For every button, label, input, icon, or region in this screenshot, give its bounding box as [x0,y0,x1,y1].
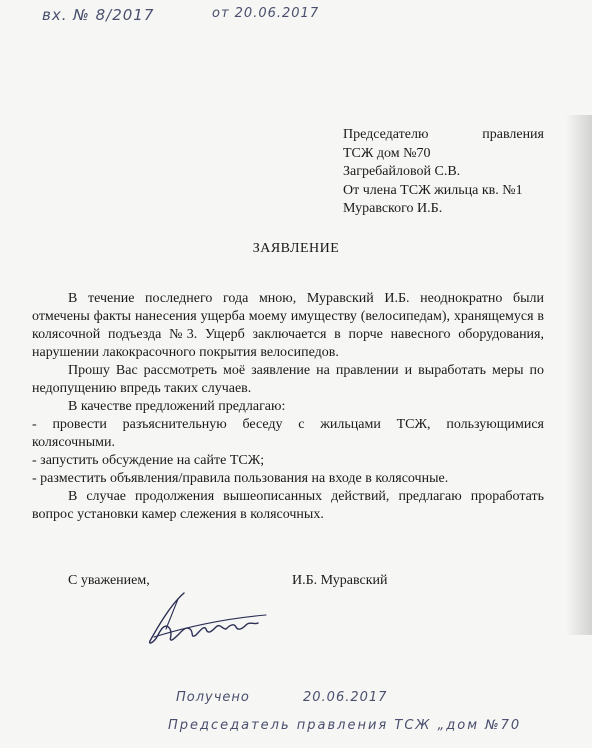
proposal-item-1: - провести разъяснительную беседу с жильцами ТСЖ, пользующимися колясочными. [32,417,544,450]
paragraph-1: В течение последнего года мною, Муравский И.Б. неоднократно были отмечены факты нанесения ущерба моему имуществу (велосипедам), хранящемуся в колясочной подъезда №3. Ущерб заключается в порче навесного оборудования, нарушении лакокрасочного покрытия велосипедов. [32,291,544,360]
document-title: ЗАЯВЛЕНИЕ [252,241,340,256]
document-body [32,290,544,524]
addressee-line4: От члена ТСЖ жильца кв. №1 [343,182,523,198]
paragraph-3: В качестве предложений предлагаю: [68,399,286,414]
closing-regards: С уважением, [68,573,150,588]
addressee-line1-b: правления [482,127,544,142]
addressee-line5: Муравского И.Б. [343,201,443,216]
addressee-line2: ТСЖ дом №70 [343,145,431,161]
registration-date: от 20.06.2017 [212,6,320,21]
handwritten-signature [140,585,280,650]
proposal-item-2: - запустить обсуждение на сайте ТСЖ; [32,453,265,468]
receipt-signature-line: Председатель правления ТСЖ „дом №70 [168,718,522,733]
addressee-block [343,126,544,219]
proposal-item-3: - разместить объявления/правила пользования на входе в колясочные. [32,471,449,486]
registration-number: вх. № 8/2017 [42,6,155,24]
paragraph-2: Прошу Вас рассмотреть моё заявление на правлении и выработать меры по недопущению впредь таких случаев. [32,363,544,396]
addressee-line1-a: Председателю [343,127,429,142]
closing-name: И.Б. Муравский [292,573,388,588]
receipt-label: Получено [176,690,250,705]
paragraph-4: В случае продолжения вышеописанных действий, предлагаю проработать вопрос установки камер слежения в колясочных. [32,489,544,522]
receipt-date: 20.06.2017 [303,690,388,705]
addressee-line3: Загребайловой С.В. [343,164,461,179]
scan-edge-shadow [566,115,592,635]
